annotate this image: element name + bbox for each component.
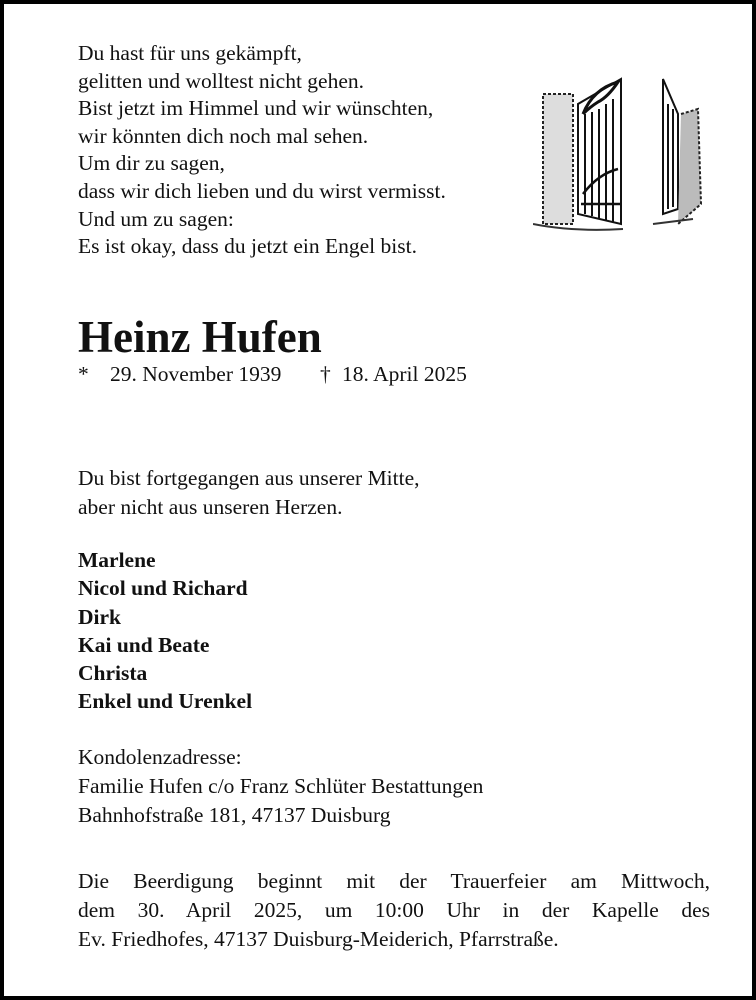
address-line: Bahnhofstraße 181, 47137 Duisburg [78,803,391,827]
quote-line: Du bist fortgegangen aus unserer Mitte, [78,466,420,490]
funeral-line: dem 30. April 2025, um 10:00 Uhr in der Kapelle des [78,898,710,922]
family-member: Marlene [78,548,156,572]
poem-line: Um dir zu sagen, [78,151,225,176]
poem-line: wir könnten dich noch mal sehen. [78,123,369,148]
family-member: Enkel und Urenkel [78,689,253,714]
death-date: 18. April 2025 [342,362,467,386]
life-dates [78,362,467,386]
birth-date: 29. November 1939 [110,362,282,386]
address-line: Familie Hufen c/o Franz Schlüter Bestattungen [78,774,484,798]
deceased-name: Heinz Hufen [78,312,322,362]
open-gate-illustration [533,74,703,234]
death-cross-icon: † [320,362,331,386]
poem-line: dass wir dich lieben und du wirst vermisst. [78,178,446,203]
poem-line: Und um zu sagen: [78,206,234,231]
poem [78,40,446,261]
family-list [78,546,252,716]
quote-line: aber nicht aus unseren Herzen. [78,495,343,519]
funeral-line: Ev. Friedhofes, 47137 Duisburg-Meiderich, Pfarrstraße. [78,927,559,951]
condolence-address [78,743,483,830]
poem-line: Du hast für uns gekämpft, [78,41,302,65]
family-member: Christa [78,661,148,686]
memorial-quote [78,464,420,522]
family-member: Kai und Beate [78,632,210,657]
poem-line: Bist jetzt im Himmel und wir wünschten, [78,96,434,121]
funeral-info [78,867,710,954]
poem-line: gelitten und wolltest nicht gehen. [78,68,365,93]
birth-symbol: * [78,362,89,386]
family-member: Nicol und Richard [78,576,248,601]
funeral-line: Die Beerdigung beginnt mit der Trauerfeier am Mittwoch, [78,869,710,893]
family-member: Dirk [78,604,121,629]
poem-line: Es ist okay, dass du jetzt ein Engel bist. [78,234,417,259]
address-line: Kondolenzadresse: [78,745,242,769]
